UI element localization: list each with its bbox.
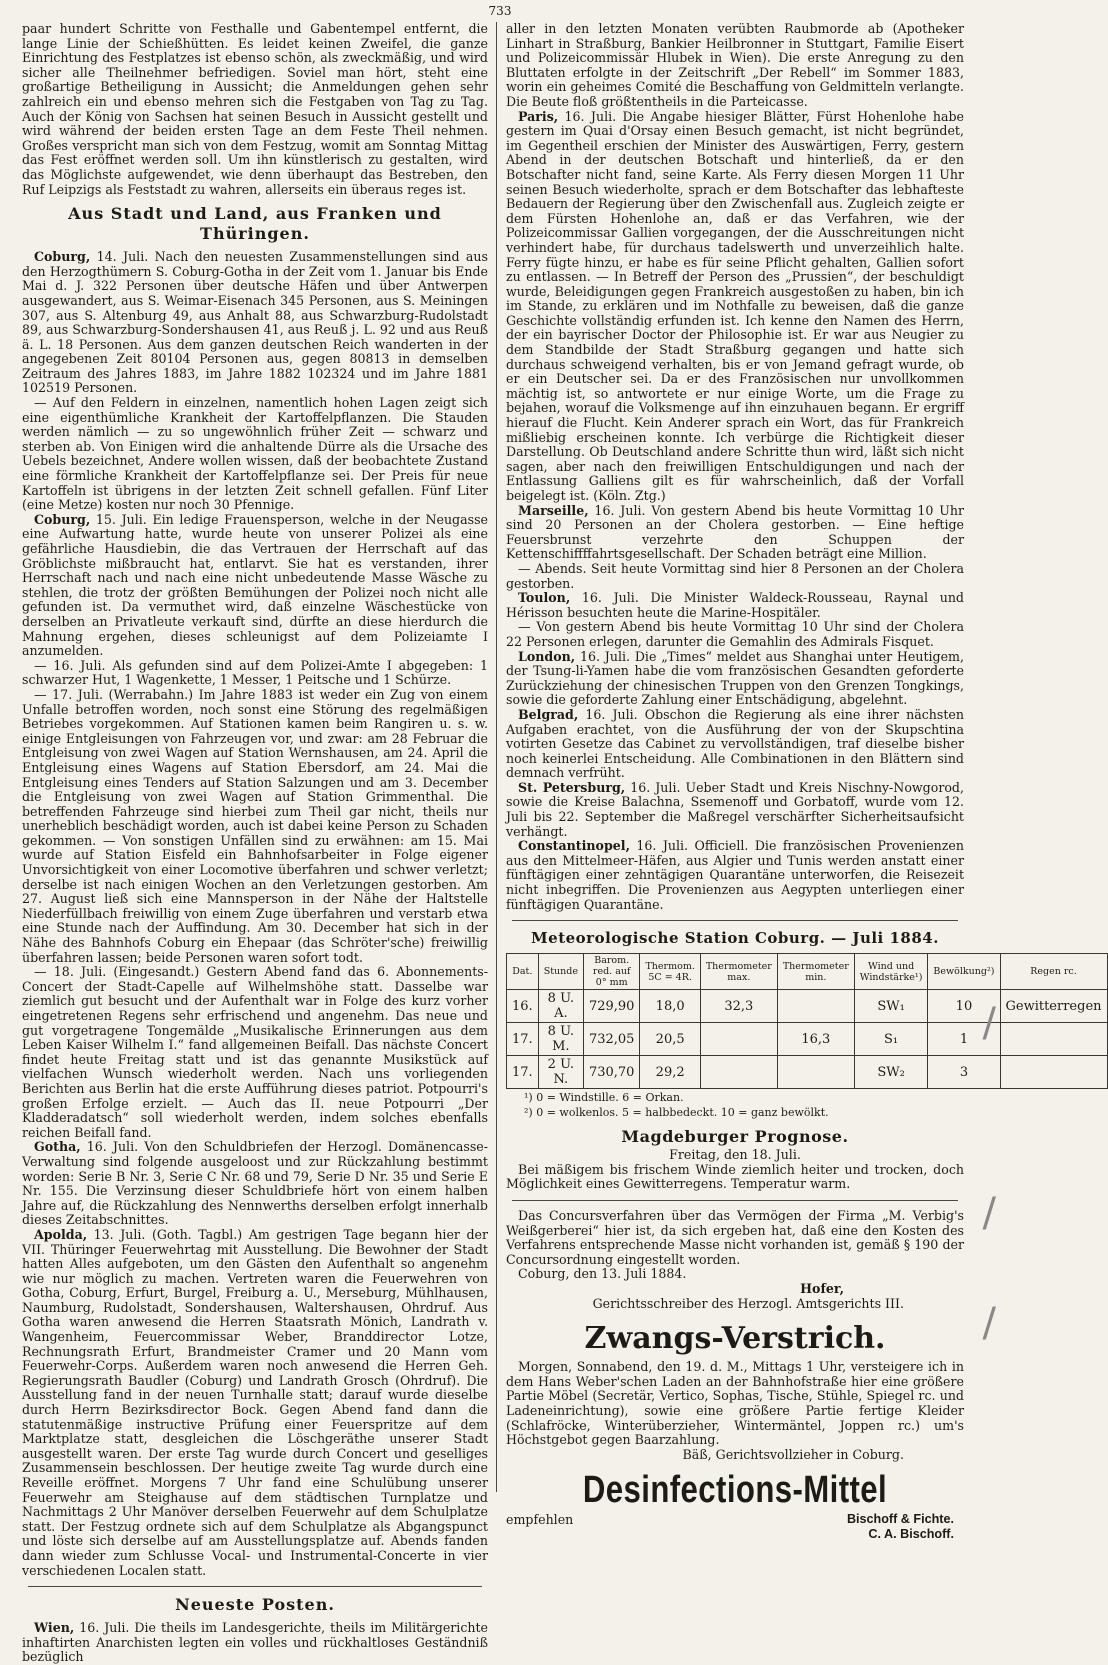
header-cell: Barom. red. auf 0° mm — [583, 954, 640, 990]
table-cell: 18,0 — [640, 990, 700, 1023]
weather-table-header — [507, 954, 1108, 990]
dateline: Paris, — [518, 108, 559, 124]
dateline: Coburg, — [34, 511, 91, 527]
header-cell: Thermom. 5C = 4R. — [640, 954, 700, 990]
article-intro: paar hundert Schritte von Festhalle und Gabentempel entfernt, die lange Linie der Schießhütten. Es leidet keinen Zweifel, die ganze Einrichtung des Festplatzes ist ebenso schön, als zweckmäßig, und wird sicher alle Theilnehmer befriedigen. Soviel man hört, steht eine großartige Betheiligung in Aussicht; die Anmeldungen gehen sehr zahlreich ein und ebenso mehren sich die Festgaben von Tag zu Tag. Auch der König von Sachsen hat seinen Besuch in Aussicht gestellt und wird während der beiden ersten Tage an dem Feste Theil nehmen. Großes verspricht man sich von dem Festzug, womit am Sonntag Mittag das Fest eröffnet werden soll. Um ihn künstlerisch zu gestalten, wird das Möglichste aufgewendet, wie denn überhaupt das Bestreben, den Ruf Leipzigs als Feststadt zu wahren, allerseits ein überaus reges ist. — [22, 21, 488, 197]
article-toulon — [506, 591, 964, 620]
article-london — [506, 650, 964, 708]
page-number: 733 — [488, 4, 512, 18]
auction-title: Zwangs-Verstrich. — [584, 1321, 886, 1357]
table-cell: 8 U. A. — [538, 990, 583, 1023]
dateline: Constantinopel, — [518, 838, 630, 854]
left-column — [22, 21, 488, 1665]
table-cell: 20,5 — [640, 1023, 700, 1056]
section-heading: Aus Stadt und Land, aus Franken und Thüringen. — [68, 204, 442, 244]
desinfection-ad-recommend: empfehlen — [506, 1512, 574, 1528]
article-text: 16. Juli. Die Angabe hiesiger Blätter, Fürst Hohenlohe habe gestern im Quai d'Orsay einen Besuch gemacht, ist nicht begründet, im Gegentheil erschien der Minister des Auswärtigen, Ferry, gestern Abend in der deutschen Botschaft und hinterließ, da er den Botschafter nicht fand, seine Karte. Als Ferry diesen Morgen 11 Uhr seinen Besuch wiederholte, sprach er dem Botschafter das lebhafteste Bedauern der Regierung über den Zwischenfall aus. Zugleich zeigte er dem Fürsten Hohenlohe an, daß er das Verfahren, wie der Polizeicommissar Gallien vorgegangen, der die Ausschreitungen nicht verhindert habe, für durchaus tadelswerth und unverzeihlich halte. Ferry fügte hinzu, er habe es für seine Pflicht gehalten, Gallien sofort zu entlassen. — In Betreff der Person des „Prussien“, der beschuldigt wurde, Beleidigungen gegen Frankreich ausgestoßen zu haben, bin ich im Stande, zu erklären und im Nothfalle zu beweisen, daß die ganze Geschichte vollständig erfunden ist. Ich kenne den Namen des Herrn, der ein bayrischer Doctor der Philosophie ist. Er war aus Neugier zu dem Standbilde der Stadt Straßburg gegangen und hatte sich durchaus schweigend verhalten, bis er von Jemand gefragt wurde, ob er ein Deutscher sei. Da er des Französischen nur unvollkommen mächtig ist, so antwortete er nur einige Worte, um die Frage zu bejahen, worauf die Volksmenge auf ihn einzuhauen begann. Er ergriff hierauf die Flucht. Kein Anderer sprach ein Wort, das für Frankreich mißliebig erscheinen konnte. Ich verbürge die Richtigkeit dieser Darstellung. Ob Deutschland andere Schritte thun wird, läßt sich nicht sagen, aber nach den freiwilligen Entschuldigungen und nach der Entlassung Galliens gilt es für wahrscheinlich, daß der Vorfall beigelegt ist. (Köln. Ztg.) — [506, 108, 964, 503]
article-apolda — [22, 1228, 488, 1578]
article-petersburg — [506, 781, 964, 839]
table-cell — [700, 1023, 777, 1056]
table-cell: Gewitterregen — [1000, 990, 1107, 1023]
dateline: Wien, — [34, 1620, 75, 1636]
forecast-title: Magdeburger Prognose. — [621, 1127, 849, 1147]
concurs-signature: Hofer, — [800, 1280, 844, 1296]
table-cell — [1000, 1056, 1107, 1089]
header-cell: Regen rc. — [1000, 954, 1107, 990]
article-gefunden: — 16. Juli. Als gefunden sind auf dem Polizei-Amte I abgegeben: 1 schwarzer Hut, 1 Wagenkette, 1 Messer, 1 Peitsche und 1 Schürze. — [22, 657, 488, 688]
forecast-date: Freitag, den 18. Juli. — [669, 1147, 801, 1163]
table-cell: SW₁ — [854, 990, 928, 1023]
auction-signature: Bäß, Gerichtsvollzieher in Coburg. — [682, 1446, 904, 1462]
article-werrabahn: — 17. Juli. (Werrabahn.) Im Jahre 1883 ist weder ein Zug von einem Unfalle betroffen worden, noch sonst eine Störung des regelmäßigen Betriebes vorgekommen. Auf Stationen kamen beim Rangiren u. s. w. einige Entgleisungen von Fahrzeugen vor, und zwar: am 28 Februar die Entgleisung von zwei Wagen auf Station Wernshausen, am 24. April die Entgleisung eines Wagens auf Station Ebersdorf, am 24. Mai die Entgleisung eines Tenders auf Station Salzungen und am 3. December die Entgleisung von zwei Wagen auf Station Grimmenthal. Die betreffenden Fahrzeuge sind hierbei zum Theil gar nicht, theils nur unerheblich beschädigt worden, auch ist dabei keine Person zu Schaden gekommen. — Von sonstigen Unfällen sind zu erwähnen: am 15. Mai wurde auf Station Eisfeld ein Bahnhofsarbeiter in Folge eigener Unvorsichtigkeit von einer Locomotive überfahren und schwer verletzt; derselbe ist nach einigen Wochen an den Verletzungen gestorben. Am 27. August ließ sich eine Mannsperson in der Nähe der Haltstelle Niederfüllbach freiwillig von einem Zuge überfahren und verstarb etwa eine Stunde nach der Auffindung. Am 30. December hat sich in der Nähe des Bahnhofs Coburg ein Ehepaar (das Schröter'sche) freiwillig überfahren lassen; beide Personen waren sofort todt. — [22, 686, 488, 965]
table-cell: SW₂ — [854, 1056, 928, 1089]
article-eingesandt: — 18. Juli. (Eingesandt.) Gestern Abend fand das 6. Abonnements-Concert der Stadt-Capelle auf Wilhelmshöhe statt. Dasselbe war ziemlich gut besucht und der Aufenthalt war in Folge des kurz vorher eingetretenen Regens sehr erfrischend und angenehm. Das neue und gut vorgetragene Tongemälde „Musikalische Erinnerungen aus dem Leben Kaiser Wilhelm I.“ fand allgemeinen Beifall. Das nächste Concert findet heute Freitag statt und ist das genannte Musikstück auf vielfachen Wunsch wiederholt werden. Nach uns vorliegenden Berichten aus Berlin hat die erste Aufführung dieses patriot. Potpourri's großen Erfolge erzielt. — Auch das II. neue Potpourri „Der Kladderadatsch“ soll wiederholt werden, indem solches ebenfalls reichen Beifall fand. — [22, 964, 488, 1140]
right-column — [506, 21, 1102, 1542]
pencil-mark-icon: / — [982, 1300, 996, 1346]
dateline: Belgrad, — [518, 706, 579, 722]
header-cell: Thermometer max. — [700, 954, 777, 990]
article-text: 16. Juli. Ueber Stadt und Kreis Nischny-Nowgorod, sowie die Kreise Balachna, Ssemenoff und Gorbatoff, wurde vom 12. Juli bis 22. September die Maßregel verschärfter Sicherheitsaufsicht verhängt. — [506, 779, 964, 839]
header-cell: Thermometer min. — [777, 954, 854, 990]
table-cell: 2 U. N. — [538, 1056, 583, 1089]
weather-note: ¹) 0 = Windstille. 6 = Orkan. — [524, 1091, 684, 1105]
table-cell — [777, 1056, 854, 1089]
table-cell: 8 U. M. — [538, 1023, 583, 1056]
forecast-text: Bei mäßigem bis frischem Winde ziemlich heiter und trocken, doch Möglichkeit eines Gewitterregens. Temperatur warm. — [506, 1161, 964, 1192]
table-cell — [1000, 1023, 1107, 1056]
article-coburg-2 — [22, 513, 488, 659]
article-belgrad — [506, 708, 964, 781]
dateline: St. Petersburg, — [518, 779, 626, 795]
article-text: 16. Juli. Officiell. Die französischen Provenienzen aus den Mittelmeer-Häfen, aus Algier und Tunis werden anstatt einer fünftägigen einer zehntägigen Quarantäne unterworfen, die Reisezeit nicht inbegriffen. Die Provenienzen aus Aegypten unterliegen einer fünftägigen Quarantäne. — [506, 838, 964, 912]
table-row — [507, 1056, 1108, 1089]
table-cell: 3 — [928, 1056, 1000, 1089]
weather-station-title: Meteorologische Station Coburg. — Juli 1884. — [531, 929, 939, 948]
table-cell: 729,90 — [583, 990, 640, 1023]
table-cell: 730,70 — [583, 1056, 640, 1089]
dateline: Marseille, — [518, 502, 589, 518]
dateline: Toulon, — [518, 590, 571, 606]
article-wien — [22, 1621, 488, 1665]
table-cell — [700, 1056, 777, 1089]
concurs-signature-title: Gerichtsschreiber des Herzogl. Amtsgerichts III. — [592, 1295, 904, 1311]
article-text: 15. Juli. Ein ledige Frauensperson, welche in der Neugasse eine Aufwartung hatte, wurde heute von unserer Polizei als eine gefährliche Hausdiebin, die das Vertrauen der Herrschaft auf das Gröblichste mißbraucht hat, entlarvt. Sie hat es verstanden, ihrer Herrschaft nach und nach eine nicht unbedeutende Masse Wäsche zu stehlen, die trotz der größten Bemühungen der Polizei noch nicht alle gefunden ist. Da vermuthet wird, daß einzelne Wäschestücke von derselben an Privatleute verkauft sind, dürfte an diese hierdurch die Mahnung ergehen, dieses schleunigst auf dem Polizeiamte I anzumelden. — [22, 511, 488, 659]
section-heading-news: Neueste Posten. — [175, 1595, 335, 1615]
table-cell: S₁ — [854, 1023, 928, 1056]
weather-note: ²) 0 = wolkenlos. 5 = halbbedeckt. 10 = ganz bewölkt. — [524, 1106, 829, 1120]
auction-text: Morgen, Sonnabend, den 19. d. M., Mittags 1 Uhr, versteigere ich in dem Hans Weber'schen Laden an der Bahnhofstraße hier eine größere Partie Möbel (Secretär, Vertico, Sophas, Tische, Stühle, Spiegel rc. und Ladeneinrichtung), sowie eine größere Partie fertige Kleider (Schlafröcke, Winterüberzieher, Wintermäntel, Joppen rc.) um's Höchstgebot gegen Baarzahlung. — [506, 1359, 964, 1448]
article-toulon-cholera: — Von gestern Abend bis heute Vormittag 10 Uhr sind der Cholera 22 Personen erlegen, darunter die Gemahlin des Admirals Fisquet. — [506, 619, 964, 649]
table-cell: 10 — [928, 990, 1000, 1023]
table-cell: 16. — [507, 990, 539, 1023]
header-cell: Stunde — [538, 954, 583, 990]
table-cell: 16,3 — [777, 1023, 854, 1056]
concurs-date: Coburg, den 13. Juli 1884. — [518, 1266, 687, 1282]
header-cell: Dat. — [507, 954, 539, 990]
article-kartoffel: — Auf den Feldern in einzelnen, namentlich hohen Lagen zeigt sich eine eigenthümliche Krankheit der Kartoffelpflanzen. Die Stauden werden nämlich — zu so ungewöhnlich früher Zeit — schwarz und sterben ab. Von Einigen wird die anhaltende Dürre als die Ursache des Uebels bezeichnet, Andere wollen wissen, daß der beobachtete Zustand eine förmliche Krankheit der Kartoffelpflanze sei. Der Preis für neue Kartoffeln ist übrigens in der letzten Zeit schnell gefallen. Fünf Liter (eine Metze) kosten nur noch 30 Pfennige. — [22, 395, 488, 513]
divider — [28, 1586, 482, 1587]
article-marseille — [506, 504, 964, 562]
pencil-mark-icon: / — [982, 1190, 996, 1236]
table-cell: 732,05 — [583, 1023, 640, 1056]
table-cell: 1 — [928, 1023, 1000, 1056]
article-text: 16. Juli. Von den Schuldbriefen der Herzogl. Domänencasse-Verwaltung sind folgende ausgeloost und zur Rückzahlung bestimmt worden: Serie B Nr. 3, Serie C Nr. 68 und 79, Serie D Nr. 35 und Serie E Nr. 155. Die Verzinsung dieser Schuldbriefe hört von einem halben Jahre auf, die Rückzahlung des Nennwerths derselben erfolgt innerhalb dieses Zeitabschnittes. — [22, 1139, 488, 1228]
concurs-notice: Das Concursverfahren über das Vermögen der Firma „M. Verbig's Weißgerberei“ hier ist, da sich ergeben hat, daß eine den Kosten des Verfahrens entsprechende Masse nicht vorhanden ist, gemäß § 190 der Concursordnung eingestellt worden. — [506, 1208, 964, 1267]
desinfection-ad-firm: Bischoff & Fichte. — [846, 1512, 954, 1527]
article-gotha — [22, 1140, 488, 1228]
dateline: Coburg, — [34, 249, 91, 265]
table-cell: 17. — [507, 1023, 539, 1056]
article-constantinopel — [506, 839, 964, 912]
dateline: Gotha, — [34, 1139, 81, 1155]
article-coburg-1 — [22, 250, 488, 396]
table-cell — [777, 990, 854, 1023]
article-text: 16. Juli. Die „Times“ meldet aus Shanghai unter Heutigem, der Tsung-li-Yamen habe die vom französischen Gesandten geforderte Zurückziehung der chinesischen Truppen von den Grenzen Tongkings, sowie die geforderte Zahlung einer Entschädigung, abgelehnt. — [506, 648, 964, 708]
header-cell: Bewölkung²) — [928, 954, 1000, 990]
desinfection-ad-footer — [506, 1512, 964, 1542]
weather-table — [506, 953, 1108, 1089]
article-marseille-evening: — Abends. Seit heute Vormittag sind hier 8 Personen an der Cholera gestorben. — [506, 560, 964, 591]
article-wien-cont: aller in den letzten Monaten verübten Raubmorde ab (Apotheker Linhart in Straßburg, Bankier Heilbronner in Stuttgart, Familie Eisert und Polizeicommissär Hlubek in Wien). Die erste Anregung zu den Bluttaten erfolgte in der Zeitschrift „Der Rebell“ im Sommer 1883, worin ein geheimes Comité die Beschaffung von Geldmitteln verlangte. Die Beute floß größtentheils in die Parteicasse. — [506, 21, 964, 109]
dateline: London, — [518, 648, 576, 664]
column-rule — [496, 22, 497, 1492]
divider — [512, 920, 958, 921]
article-text: 16. Juli. Obschon die Regierung als eine ihrer nächsten Aufgaben erachtet, von die Ausführung der von der Skupschtina votirten Gesetze das Cabinet zu vervollständigen, traf dieselbe bisher noch keinerlei Entscheidung. Alle Combinationen in den Blättern sind demnach verfrüht. — [506, 706, 964, 781]
table-row — [507, 990, 1108, 1023]
header-cell: Wind und Windstärke¹) — [854, 954, 928, 990]
table-cell: 29,2 — [640, 1056, 700, 1089]
table-row — [507, 1023, 1108, 1056]
table-cell: 32,3 — [700, 990, 777, 1023]
article-text: 13. Juli. (Goth. Tagbl.) Am gestrigen Tage begann hier der VII. Thüringer Feuerwehrtag mit Ausstellung. Die Bewohner der Stadt hatten Alles aufgeboten, um den Gästen den Aufenthalt so angenehm wie nur möglich zu machen. Vertreten waren die Feuerwehren von Gotha, Coburg, Erfurt, Burgel, Freiburg a. U., Merseburg, Mühlhausen, Naumburg, Rudolstadt, Sondershausen, Waltershausen, Ohrdruf. Aus Gotha waren anwesend die Herren Staatsrath Mönich, Landrath v. Wangenheim, Feuercommissar Weber, Branddirector Lotze, Rechnungsrath Erfurt, Brandmeister Cramer und 20 Mann vom Feuerwehr-Corps. Außerdem waren noch anwesend die Herren Geh. Regierungsrath Baudler (Coburg) und Landrath Grosch (Ohrdruf). Die Ausstellung fand in der neuen Turnhalle statt; darauf wurde dieselbe durch Herrn Bezirksdirector Bock. Gegen Abend fand dann die statutenmäßige instructive Prüfung einer Feuerspritze auf dem Marktplatze statt, desgleichen die Löschgeräthe unserer Stadt ausgestellt waren. Der erste Tag wurde durch Concert und geselliges Zusammensein beschlossen. Der heutige zweite Tag wurde durch eine Reveille eröffnet. Morgens 7 Uhr fand eine Schulübung unserer Feuerwehr am Steighause auf dem städtischen Turnplatze und Nachmittags 2 Uhr Manöver derselben Feuerwehr auf dem Schulplatze statt. Der Festzug ordnete sich auf dem Schulplatze als Abgangspunct und löste sich derselbe auf am Ausstellungsplatze auf. Abends fanden dann wieder zum Schlusse Vocal- und Instrumental-Concerte in vier verschiedenen Localen statt. — [22, 1226, 488, 1578]
article-text: 16. Juli. Von gestern Abend bis heute Vormittag 10 Uhr sind 20 Personen an der Cholera gestorben. — Eine heftige Feuersbrunst verzehrte den Schuppen der Kettenschiffffahrtsgesellschaft. Der Schaden beträgt eine Million. — [506, 502, 964, 562]
divider — [512, 1200, 958, 1201]
pencil-mark-icon: / — [982, 1000, 996, 1046]
article-text: 16. Juli. Die theils im Landesgerichte, theils im Militärgerichte inhaftirten Anarchisten legten ein volles und rückhaltloses Geständniß bezüglich — [22, 1620, 488, 1665]
dateline: Apolda, — [34, 1226, 88, 1242]
table-cell: 17. — [507, 1056, 539, 1089]
desinfection-ad-firm: C. A. Bischoff. — [868, 1527, 954, 1542]
article-paris — [506, 110, 964, 504]
article-text: 16. Juli. Die Minister Waldeck-Rousseau, Raynal und Hérisson besuchten heute die Marine-Hospitäler. — [506, 590, 964, 620]
desinfection-ad-title: Desinfections-Mittel — [582, 1469, 888, 1512]
article-text: 14. Juli. Nach den neuesten Zusammenstellungen sind aus den Herzogthümern S. Coburg-Gotha in der Zeit vom 1. Januar bis Ende Mai d. J. 322 Personen über deutsche Häfen und über Antwerpen ausgewandert, aus S. Weimar-Eisenach 345 Personen, aus S. Meiningen 307, aus S. Altenburg 49, aus Anhalt 88, aus Schwarzburg-Rudolstadt 89, aus Schwarzburg-Sondershausen 41, aus Reuß j. L. 92 und aus Reuß ä. L. 18 Personen. Aus dem ganzen deutschen Reich wanderten in der angegebenen Zeit 80104 Personen aus, gegen 80813 in demselben Zeitraum des Jahres 1883, im Jahre 1882 102324 und im Jahre 1881 102519 Personen. — [22, 249, 488, 396]
